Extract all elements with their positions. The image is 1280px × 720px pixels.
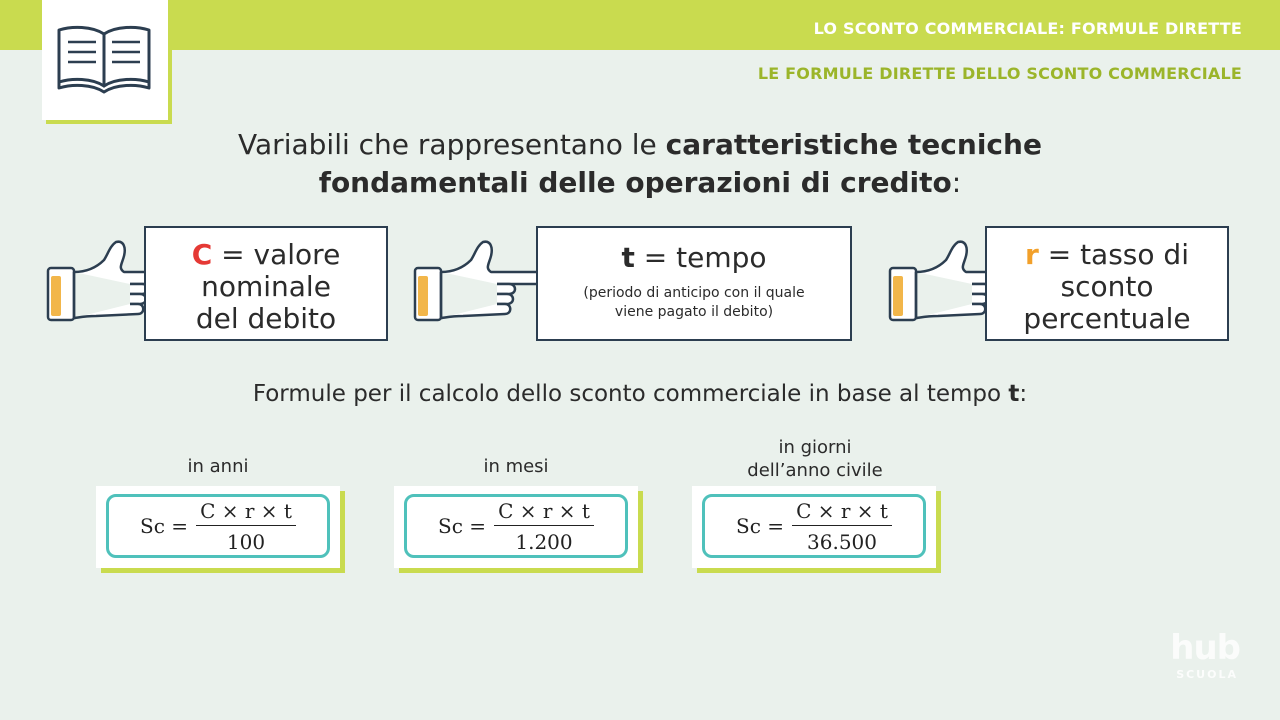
- header-subtitle: LE FORMULE DIRETTE DELLO SCONTO COMMERCIALE: [757, 64, 1242, 83]
- variable-letter-c: C: [191, 238, 213, 271]
- variable-box-t: t = tempo (periodo di anticipo con il quale viene pagato il debito): [536, 226, 852, 341]
- header-title: LO SCONTO COMMERCIALE: FORMULE DIRETTE: [813, 19, 1242, 38]
- intro-text: Variabili che rappresentano le caratteristiche tecniche fondamentali delle operazioni di credito:: [238, 128, 1042, 199]
- formula-label-anni: in anni: [187, 456, 249, 477]
- open-book-icon: [54, 20, 154, 96]
- variable-letter-t: t: [621, 241, 635, 274]
- hub-scuola-logo-subtitle: SCUOLA: [1176, 668, 1238, 681]
- book-card: [42, 0, 168, 120]
- formula-heading: Formule per il calcolo dello sconto commerciale in base al tempo t:: [252, 381, 1028, 407]
- formula-card-mesi: Sc = $\frac{C \times r \times t}{1.200}$: [394, 486, 638, 568]
- variable-letter-r: r: [1025, 238, 1039, 271]
- formula-card-anni: Sc = $\frac{C \times r \times t}{100}$: [96, 486, 340, 568]
- formula-card-giorni: Sc = $\frac{C \times r \times t}{36.500}$: [692, 486, 936, 568]
- formula-label-giorni: in giorni dell’anno civile: [747, 437, 883, 481]
- formula-label-mesi: in mesi: [483, 456, 549, 477]
- hub-scuola-logo: hub: [1170, 628, 1240, 668]
- variable-box-c: C = valore nominale del debito: [144, 226, 388, 341]
- pointing-hand-icon: [413, 238, 547, 324]
- variable-box-r: r = tasso di sconto percentuale: [985, 226, 1229, 341]
